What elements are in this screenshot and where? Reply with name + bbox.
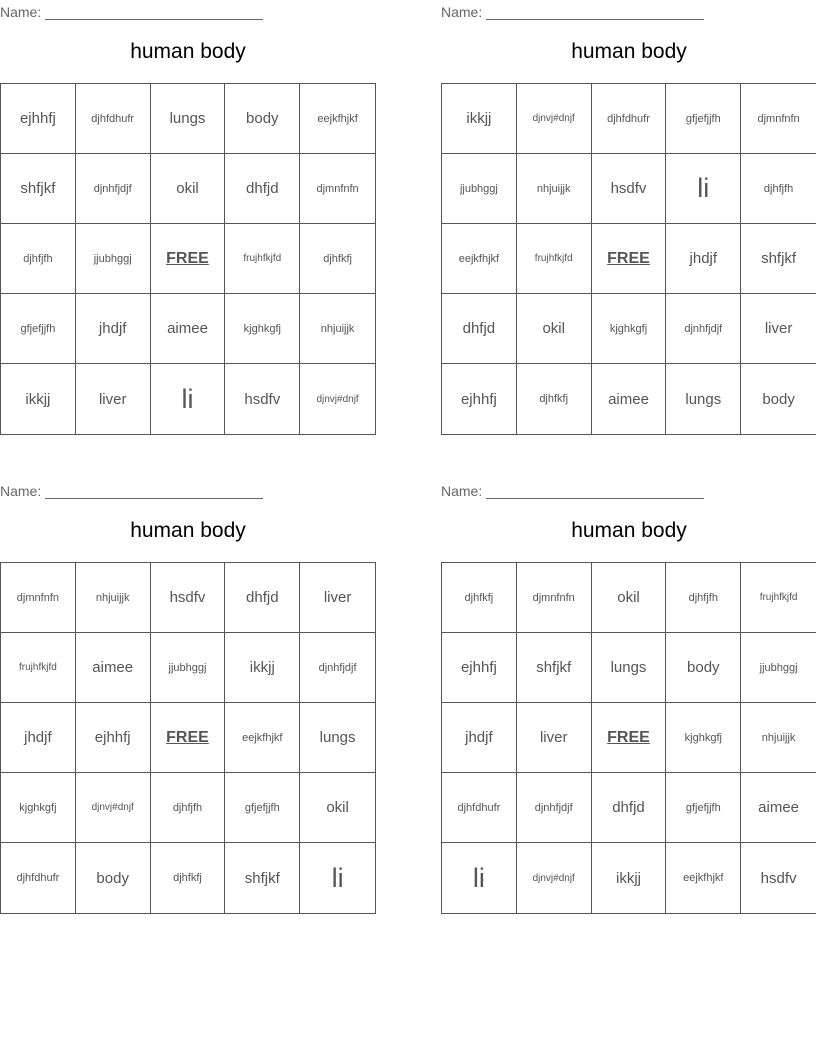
bingo-cell[interactable]: jjubhggj <box>741 633 816 703</box>
bingo-cell[interactable]: ejhhfj <box>76 703 151 773</box>
bingo-grid <box>0 562 376 914</box>
bingo-cell[interactable]: shfjkf <box>741 224 816 294</box>
bingo-cell[interactable]: ejhhfj <box>1 84 76 154</box>
bingo-cell[interactable]: djnhfjdjf <box>300 633 375 703</box>
bingo-cell[interactable]: jjubhggj <box>151 633 226 703</box>
bingo-cell[interactable]: djhfdhufr <box>592 84 667 154</box>
bingo-cell[interactable]: lungs <box>151 84 226 154</box>
bingo-cell[interactable]: djmnfnfn <box>1 563 76 633</box>
bingo-cell[interactable]: ejhhfj <box>442 364 517 434</box>
bingo-cell[interactable]: nhjuijjk <box>300 294 375 364</box>
bingo-cell[interactable]: dhfjd <box>442 294 517 364</box>
bingo-cell[interactable]: body <box>666 633 741 703</box>
free-cell[interactable]: FREE <box>592 703 667 773</box>
bingo-cell[interactable]: li <box>666 154 741 224</box>
card-title: human body <box>130 40 246 63</box>
bingo-cell[interactable]: djnvj#dnjf <box>517 843 592 913</box>
name-line[interactable] <box>486 484 704 499</box>
bingo-cell[interactable]: aimee <box>151 294 226 364</box>
bingo-cell[interactable]: djnvj#dnjf <box>76 773 151 843</box>
bingo-cell[interactable]: liver <box>76 364 151 434</box>
bingo-cell[interactable]: frujhfkjfd <box>225 224 300 294</box>
bingo-cell[interactable]: djnhfjdjf <box>517 773 592 843</box>
bingo-cell[interactable]: shfjkf <box>225 843 300 913</box>
bingo-cell[interactable]: hsdfv <box>592 154 667 224</box>
bingo-cell[interactable]: gfjefjjfh <box>1 294 76 364</box>
bingo-cell[interactable]: jjubhggj <box>76 224 151 294</box>
bingo-cell[interactable]: djnhfjdjf <box>666 294 741 364</box>
bingo-cell[interactable]: djhfkfj <box>442 563 517 633</box>
bingo-cell[interactable]: aimee <box>76 633 151 703</box>
bingo-cell[interactable]: jhdjf <box>1 703 76 773</box>
name-label: Name: <box>441 483 483 499</box>
bingo-cell[interactable]: djnvj#dnjf <box>316 393 359 405</box>
bingo-cell[interactable]: jjubhggj <box>442 154 517 224</box>
bingo-cell[interactable]: gfjefjjfh <box>666 773 741 843</box>
bingo-cell[interactable]: liver <box>741 294 816 364</box>
bingo-cell[interactable]: djmnfnfn <box>300 154 375 224</box>
bingo-cell[interactable]: jhdjf <box>442 703 517 773</box>
bingo-cell[interactable]: body <box>225 84 300 154</box>
bingo-cell[interactable]: lungs <box>666 364 741 434</box>
bingo-cell[interactable]: ikkjj <box>1 364 76 434</box>
free-cell[interactable]: FREE <box>592 224 667 294</box>
bingo-cell[interactable]: djnhfjdjf <box>76 154 151 224</box>
bingo-cell[interactable]: body <box>76 843 151 913</box>
bingo-cell[interactable]: hsdfv <box>151 563 226 633</box>
bingo-cell[interactable]: kjghkgfj <box>1 773 76 843</box>
name-line[interactable] <box>45 5 263 20</box>
bingo-cell[interactable]: dhfjd <box>225 154 300 224</box>
bingo-cell[interactable]: li <box>331 862 344 893</box>
bingo-cell[interactable]: eejkfhjkf <box>300 84 375 154</box>
name-label: Name: <box>0 4 42 20</box>
free-cell[interactable]: FREE <box>151 703 226 773</box>
bingo-cell[interactable]: djnvj#dnjf <box>517 84 592 154</box>
bingo-cell[interactable]: djhfdhufr <box>442 773 517 843</box>
bingo-cell[interactable]: jhdjf <box>666 224 741 294</box>
bingo-grid <box>0 83 376 435</box>
name-field[interactable] <box>0 2 263 20</box>
bingo-cell[interactable]: djhfjfh <box>151 773 226 843</box>
bingo-cell[interactable]: okil <box>300 773 375 843</box>
bingo-cell[interactable]: shfjkf <box>1 154 76 224</box>
bingo-cell[interactable]: liver <box>300 563 375 633</box>
bingo-cell[interactable]: liver <box>517 703 592 773</box>
name-label: Name: <box>441 4 483 20</box>
name-line[interactable] <box>45 484 263 499</box>
free-cell[interactable]: FREE <box>151 224 226 294</box>
name-field[interactable] <box>441 481 704 499</box>
bingo-cell[interactable]: ikkjj <box>592 843 667 913</box>
bingo-cell[interactable]: frujhfkjfd <box>741 563 816 633</box>
card-title: human body <box>571 519 687 542</box>
name-field[interactable] <box>441 2 704 20</box>
bingo-cell[interactable]: dhfjd <box>592 773 667 843</box>
bingo-cell[interactable]: eejkfhjkf <box>225 703 300 773</box>
bingo-grid <box>441 83 816 435</box>
bingo-cell[interactable]: djmnfnfn <box>517 563 592 633</box>
bingo-cell[interactable]: okil <box>151 154 226 224</box>
bingo-cell[interactable]: nhjuijjk <box>76 563 151 633</box>
bingo-cell[interactable]: frujhfkjfd <box>517 224 592 294</box>
bingo-cell[interactable]: lungs <box>300 703 375 773</box>
bingo-cell[interactable]: hsdfv <box>225 364 300 434</box>
bingo-cell[interactable]: lungs <box>592 633 667 703</box>
bingo-cell[interactable]: okil <box>517 294 592 364</box>
bingo-cell[interactable]: djhfjfh <box>666 563 741 633</box>
bingo-cell[interactable]: eejkfhjkf <box>666 843 741 913</box>
bingo-cell[interactable]: djhfkfj <box>300 224 375 294</box>
bingo-cell[interactable]: kjghkgfj <box>666 703 741 773</box>
bingo-cell[interactable]: ikkjj <box>225 633 300 703</box>
bingo-cell[interactable]: djhfkfj <box>517 364 592 434</box>
card-title: human body <box>571 40 687 63</box>
bingo-cell[interactable]: aimee <box>741 773 816 843</box>
bingo-cell[interactable]: djhfdhufr <box>1 843 76 913</box>
bingo-cell[interactable]: djhfjfh <box>741 154 816 224</box>
bingo-cell[interactable]: li <box>151 364 226 434</box>
bingo-cell[interactable]: jhdjf <box>76 294 151 364</box>
bingo-cell[interactable]: kjghkgfj <box>592 294 667 364</box>
bingo-cell[interactable]: aimee <box>592 364 667 434</box>
bingo-cell[interactable]: gfjefjjfh <box>225 773 300 843</box>
name-line[interactable] <box>486 5 704 20</box>
bingo-cell[interactable]: nhjuijjk <box>517 154 592 224</box>
bingo-cell[interactable]: li <box>442 843 517 913</box>
bingo-cell[interactable]: gfjefjjfh <box>666 84 741 154</box>
bingo-cell[interactable]: ikkjj <box>442 84 517 154</box>
bingo-cell[interactable]: shfjkf <box>517 633 592 703</box>
bingo-cell[interactable]: djhfjfh <box>1 224 76 294</box>
bingo-cell[interactable]: djhfdhufr <box>76 84 151 154</box>
bingo-cell[interactable]: nhjuijjk <box>741 703 816 773</box>
name-field[interactable] <box>0 481 263 499</box>
bingo-cell[interactable]: ejhhfj <box>442 633 517 703</box>
bingo-cell[interactable]: dhfjd <box>225 563 300 633</box>
bingo-cell[interactable]: frujhfkjfd <box>1 633 76 703</box>
name-label: Name: <box>0 483 42 499</box>
bingo-cell[interactable]: eejkfhjkf <box>442 224 517 294</box>
bingo-cell[interactable]: hsdfv <box>760 869 797 887</box>
card-title: human body <box>130 519 246 542</box>
bingo-cell[interactable]: kjghkgfj <box>225 294 300 364</box>
bingo-cell[interactable]: djmnfnfn <box>741 84 816 154</box>
bingo-cell[interactable]: body <box>762 390 795 408</box>
bingo-cell[interactable]: djhfkfj <box>151 843 226 913</box>
bingo-cell[interactable]: okil <box>592 563 667 633</box>
bingo-grid <box>441 562 816 914</box>
